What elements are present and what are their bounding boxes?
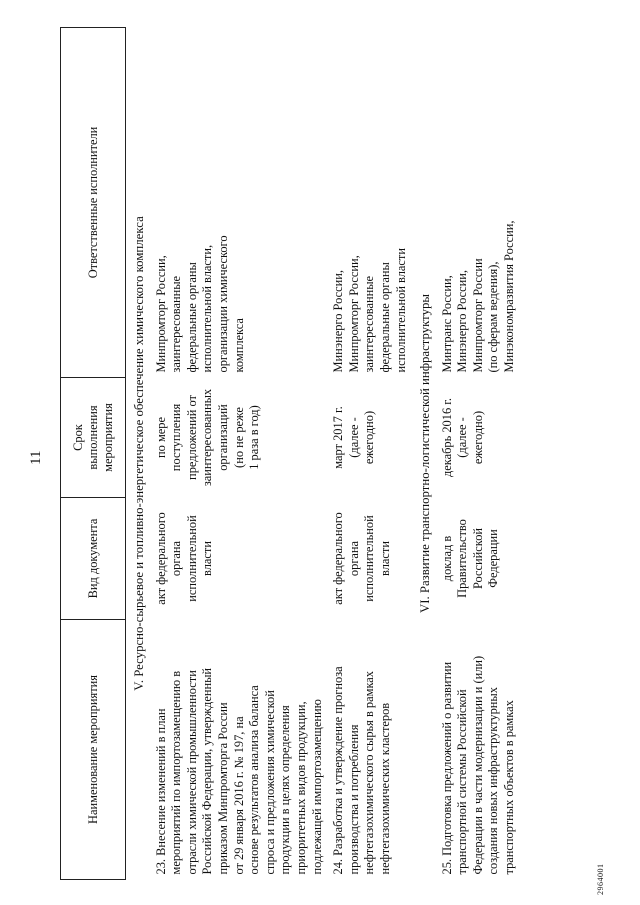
header-deadline: Срок выполнения мероприятия: [61, 378, 126, 498]
action-plan-table: [60, 27, 521, 880]
header-executors: Ответственные исполнители: [61, 28, 126, 378]
section-title: VI. Развитие транспортно-логистической инфраструктуры: [418, 293, 433, 614]
table-header-row: [61, 28, 126, 880]
header-event-name: Наименование мероприятия: [61, 620, 126, 880]
page-number: 11: [28, 450, 44, 465]
table-row: [151, 28, 329, 880]
deadline: март 2017 г. (далее - ежегодно): [331, 406, 377, 469]
executors: Минэнерго России, Минпромторг России, заинтересованные федеральные органы исполнительной власти: [331, 248, 408, 373]
document-type: доклад в Правительство Российской Федерации: [439, 519, 501, 598]
section-title: V. Ресурсно-сырьевое и топливно-энергетическое обеспечение химического комплекса: [132, 216, 146, 691]
event-name: 25. Подготовка предложений о развитии транспортной системы Российской Федерации в части модернизации и (или) создания новых инфраструктурных транспортных объектов в рамках: [439, 655, 517, 875]
event-name: 23. Внесение изменений в план мероприятий по импортозамещению в отрасли химической промышленности Российской Федерации, утвержденный приказом Минпромторга России от 29 января 2016 г. № 197, на основе результатов анализа баланса спроса и предложения химической продукции в целях определения приоритетных видов продукции, подлежащей импортозамещению: [153, 667, 324, 875]
table-row: [437, 28, 521, 880]
executors: Минтранс России, Минэнерго России, Минпромторг России (по сферам ведения), Минэкономразвития России,: [439, 220, 517, 373]
section-heading-row: [412, 28, 437, 880]
document-type: акт федерального органа исполнительной власти: [331, 512, 392, 605]
table-row: [328, 28, 412, 880]
section-heading-row: [126, 28, 151, 880]
document-type: акт федерального органа исполнительной власти: [153, 512, 215, 605]
event-name: 24. Разработка и утверждение прогноза производства и потребления нефтегазохимического сырья в рамках нефтегазохимических кластеров: [331, 666, 392, 875]
deadline: декабрь 2016 г. (далее - ежегодно): [439, 397, 485, 478]
document-code: 2964001: [596, 863, 605, 895]
deadline: по мере поступления предложений от заинтересованных организаций (но не реже 1 раза в год): [153, 388, 262, 487]
executors: Минпромторг России, заинтересованные федеральные органы исполнительной власти, организации химического комплекса: [153, 235, 246, 373]
header-document-type: Вид документа: [61, 498, 126, 620]
